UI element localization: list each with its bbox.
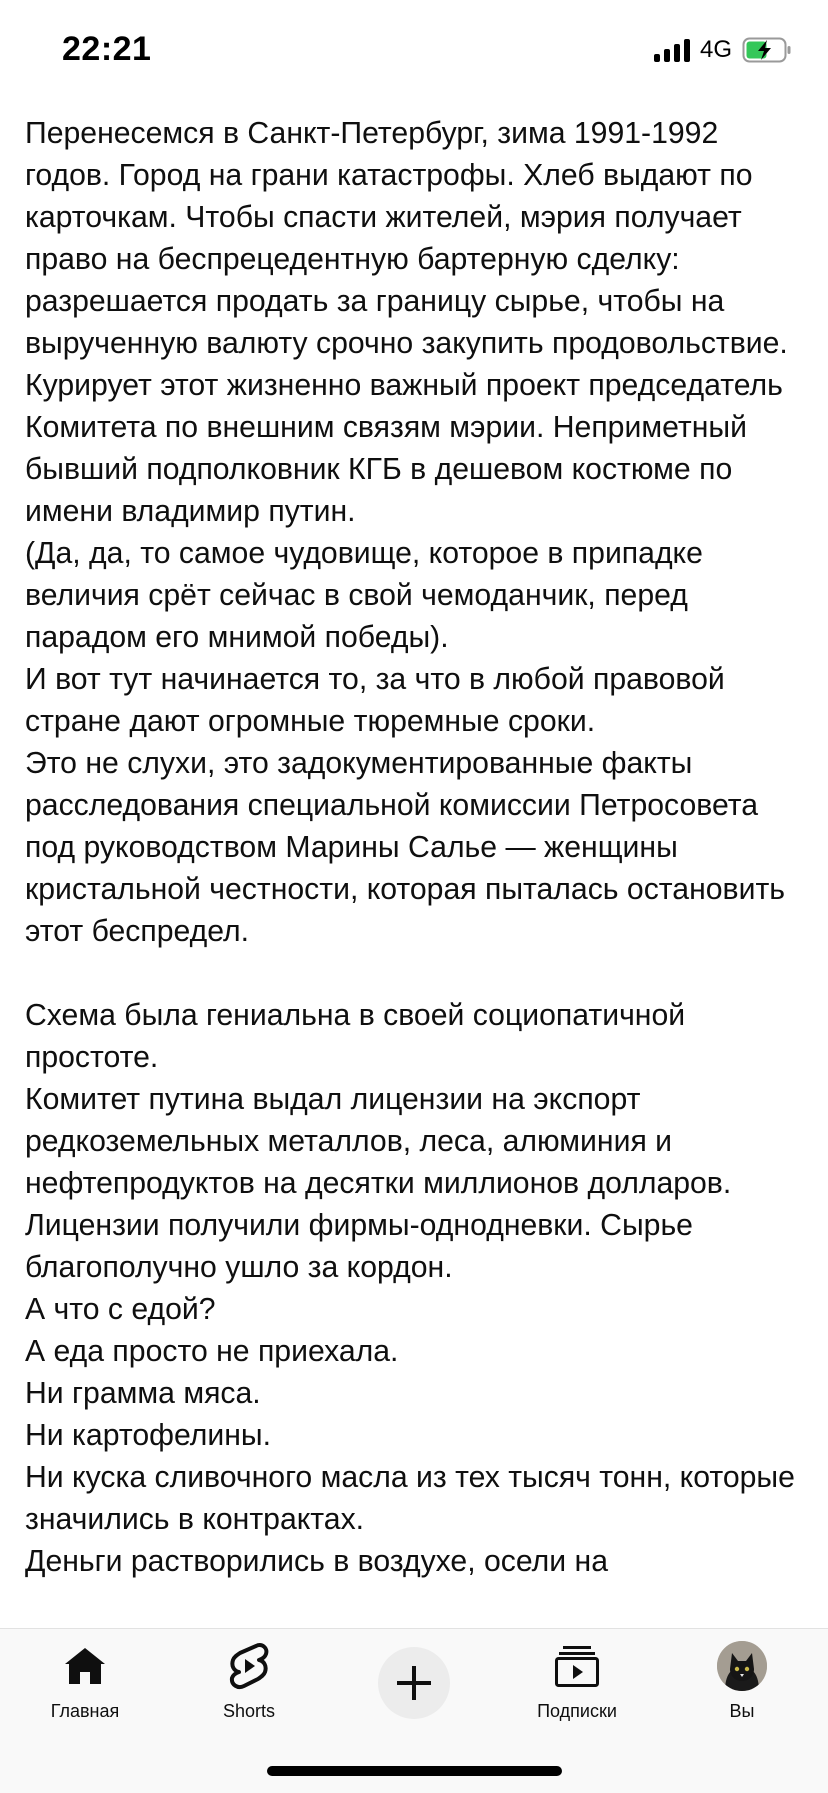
article-paragraph: Это не слухи, это задокументированные факты расследования специальной комиссии Петросовета под руководством Марины Салье — женщины кристальной честности, которая пыталась остановить этот беспредел. — [25, 747, 785, 948]
home-indicator — [267, 1766, 562, 1776]
home-icon — [63, 1641, 107, 1691]
status-time: 22:21 — [62, 30, 152, 68]
nav-shorts[interactable] — [179, 1641, 319, 1722]
nav-you-label: Вы — [729, 1701, 755, 1721]
signal-icon — [654, 38, 690, 62]
nav-subscriptions-label: Подписки — [537, 1701, 617, 1721]
article-paragraph: Ни куска сливочного масла из тех тысяч тонн, которые значились в контрактах. — [25, 1461, 795, 1536]
subscriptions-icon — [554, 1641, 600, 1691]
nav-shorts-label: Shorts — [222, 1701, 276, 1721]
status-bar — [0, 0, 828, 100]
plus-icon — [395, 1664, 433, 1702]
nav-subscriptions[interactable] — [507, 1641, 647, 1722]
article-paragraph: А что с едой? — [25, 1293, 216, 1326]
nav-you[interactable] — [672, 1641, 812, 1722]
article-paragraph: Ни картофелины. — [25, 1419, 271, 1452]
article-paragraph: И вот тут начинается то, за что в любой правовой стране дают огромные тюремные сроки. — [25, 663, 725, 738]
battery-charging-icon — [742, 37, 792, 63]
article-paragraph: Схема была гениальна в своей социопатичной простоте. — [25, 999, 686, 1074]
status-icons — [654, 36, 792, 64]
article-paragraph: (Да, да, то самое чудовище, которое в припадке величия срёт сейчас в свой чемоданчик, перед парадом его мнимой победы). — [25, 537, 703, 654]
nav-home[interactable] — [15, 1641, 155, 1722]
nav-home-label: Главная — [50, 1701, 120, 1721]
article-paragraph: Комитет путина выдал лицензии на экспорт редкоземельных металлов, леса, алюминия и нефтепродуктов на десятки миллионов долларов. — [25, 1083, 732, 1200]
network-label: 4G — [699, 36, 732, 63]
article-paragraph: А еда просто не приехала. — [25, 1335, 399, 1368]
article-paragraph: Деньги растворились в воздухе, осели на — [25, 1545, 608, 1578]
paragraph-spacer — [25, 953, 805, 995]
article-paragraph: Перенесемся в Санкт-Петербург, зима 1991-1992 годов. Город на грани катастрофы. Хлеб выдают по карточкам. Чтобы спасти жителей, мэрия получает право на беспрецедентную бартерную сделку: разрешается продать за границу сырье, чтобы на вырученную валюту срочно закупить продовольствие. Курирует этот жизненно важный проект председатель Комитета по внешним связям мэрии. Неприметный бывший подполковник КГБ в дешевом костюме по имени владимир путин. — [25, 117, 788, 528]
avatar — [717, 1641, 767, 1691]
article-paragraph: Лицензии получили фирмы-однодневки. Сырье благополучно ушло за кордон. — [25, 1209, 693, 1284]
shorts-icon — [229, 1641, 269, 1691]
article-text — [25, 113, 805, 1583]
article-paragraph: Ни грамма мяса. — [25, 1377, 261, 1410]
create-button[interactable] — [378, 1647, 450, 1719]
